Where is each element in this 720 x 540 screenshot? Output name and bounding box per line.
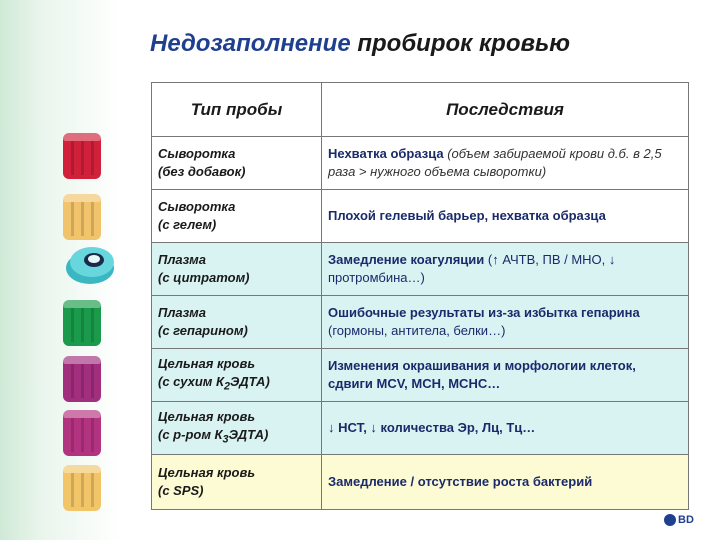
red-tube-icon	[63, 133, 101, 179]
sample-type-line2: (с цитратом)	[158, 270, 250, 285]
title-main: Недозаполнение	[150, 30, 351, 57]
sample-type-line2: (с гелем)	[158, 217, 217, 232]
consequence-cell	[322, 190, 689, 243]
table-row	[152, 137, 689, 190]
consequence-cell	[322, 137, 689, 190]
sample-type-line2: (с SPS)	[158, 483, 204, 498]
sample-type-line1: Плазма	[158, 305, 206, 320]
sample-type-line2-pre: (с сухим К	[158, 373, 225, 389]
sample-type-cell	[152, 455, 322, 510]
consequence-cell	[322, 243, 689, 296]
sample-type-line2: (с гепарином)	[158, 323, 248, 338]
sample-type-cell	[152, 349, 322, 402]
sample-type-cell	[152, 402, 322, 455]
consequence-bold: Ошибочные результаты из-за избытка гепарина	[328, 305, 640, 320]
table-row	[152, 243, 689, 296]
table-row	[152, 349, 689, 402]
consequence-detail: (объем забираемой крови д.б. в 2,5 раза > нужного объема сыворотки)	[328, 146, 662, 179]
sample-type-subscript: 2	[224, 380, 231, 393]
consequences-table	[151, 82, 689, 510]
yellow-tube-icon	[63, 465, 101, 511]
table-row	[152, 402, 689, 455]
table-row	[152, 455, 689, 510]
bd-logo	[664, 514, 694, 526]
table-header-row	[152, 83, 689, 137]
sample-type-line2-pre: (с р-ром К	[158, 426, 223, 442]
header-consequences: Последствия	[322, 83, 689, 137]
sample-type-line1: Сыворотка	[158, 199, 236, 214]
consequence-cell	[322, 402, 689, 455]
consequence-bold: Нехватка образца	[328, 146, 444, 161]
consequence-detail: (↑ АЧТВ, ПВ / МНО, ↓ протромбина…)	[328, 252, 616, 285]
consequence-bold: Замедление коагуляции	[328, 252, 485, 267]
sample-type-subscript: 3	[222, 433, 229, 446]
header-sample-type: Тип пробы	[152, 83, 322, 137]
consequence-cell	[322, 455, 689, 510]
consequence-bold: ↓ НСТ, ↓ количества Эр, Лц, Тц…	[328, 420, 536, 435]
sample-type-line2-post: ЭДТА)	[230, 373, 270, 389]
sample-type-line1: Цельная кровь	[158, 355, 256, 371]
consequence-bold: Изменения окрашивания и морфологии клеток, сдвиги MCV, MCH, MCHC…	[328, 358, 636, 391]
gold-tube-icon	[63, 194, 101, 240]
consequence-bold: Плохой гелевый барьер, нехватка образца	[328, 208, 606, 223]
sample-type-cell	[152, 296, 322, 349]
green-tube-icon	[63, 300, 101, 346]
light-blue-tube-icon	[64, 242, 116, 286]
consequence-cell	[322, 349, 689, 402]
sample-type-cell	[152, 137, 322, 190]
consequence-cell	[322, 296, 689, 349]
bd-logo-text: BD	[678, 514, 694, 526]
bd-logo-icon	[664, 514, 676, 526]
sample-type-line2: (без добавок)	[158, 164, 246, 179]
table-row	[152, 296, 689, 349]
sample-type-line1: Плазма	[158, 252, 206, 267]
table-row	[152, 190, 689, 243]
title-rest: пробирок кровью	[357, 30, 570, 57]
sample-type-cell	[152, 243, 322, 296]
purple-tube-icon	[63, 410, 101, 456]
consequence-bold: Замедление / отсутствие роста бактерий	[328, 474, 593, 489]
lavender-tube-icon	[63, 356, 101, 402]
consequence-detail: (гормоны, антитела, белки…)	[328, 323, 506, 338]
sample-type-line1: Цельная кровь	[158, 408, 256, 424]
sample-type-line2-post: ЭДТА)	[228, 426, 269, 442]
sample-type-line1: Цельная кровь	[158, 465, 256, 480]
page-title	[0, 30, 720, 58]
sample-type-cell	[152, 190, 322, 243]
sample-type-line1: Сыворотка	[158, 146, 236, 161]
